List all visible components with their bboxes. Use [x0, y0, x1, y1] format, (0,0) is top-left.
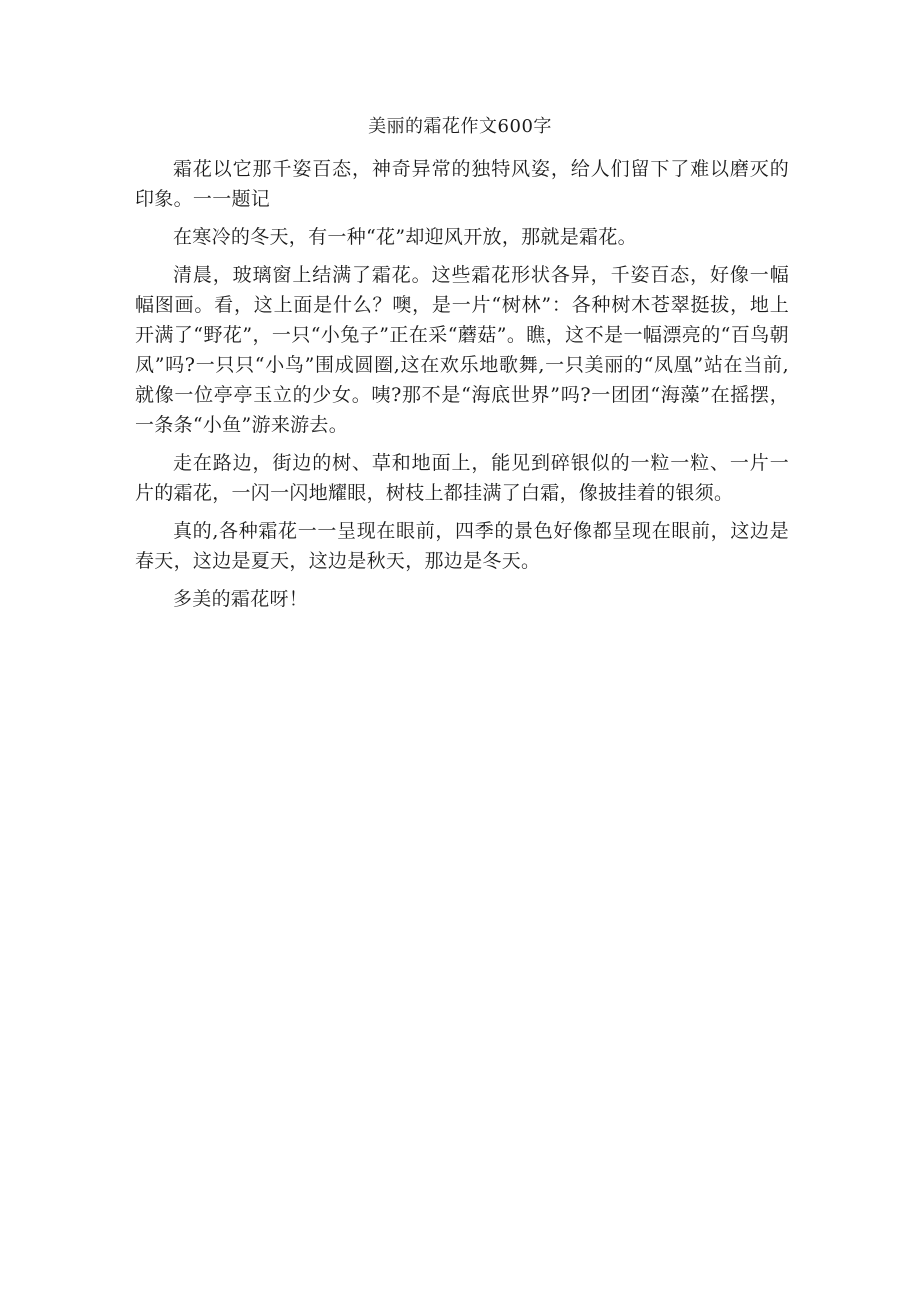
paragraph-epigraph: 霜花以它那千姿百态，神奇异常的独特风姿，给人们留下了难以磨灭的印象。一一题记: [135, 158, 789, 210]
paragraph-intro: 在寒冷的冬天，有一种“花”却迎风开放，那就是霜花。: [173, 226, 637, 248]
paragraph-roadside-frost: 走在路边，街边的树、草和地面上，能见到碎银似的一粒一粒、一片一片的霜花，一闪一闪地耀眼，树枝上都挂满了白霜，像披挂着的银须。: [135, 452, 789, 504]
document-title: 美丽的霜花作文600字: [368, 116, 552, 137]
paragraph-closing: 多美的霜花呀！: [173, 588, 309, 610]
document-body: [135, 154, 789, 622]
paragraph-window-frost: 清晨，玻璃窗上结满了霜花。这些霜花形状各异，千姿百态，好像一幅幅图画。看，这上面是什么？噢，是一片“树林”：各种树木苍翠挺拔，地上开满了“野花”，一只“小兔子”正在采“蘑菇”。瞧，这不是一幅漂亮的“百鸟朝凤”吗?一只只“小鸟”围成圆圈,这在欢乐地歌舞,一只美丽的“凤凰”站在当前,就像一位亭亭玉立的少女。咦?那不是“海底世界”吗?一团团“海藻”在摇摆，一条条“小鱼”游来游去。: [135, 264, 789, 436]
paragraph-seasons: 真的,各种霜花一一呈现在眼前，四季的景色好像都呈现在眼前，这边是春天，这边是夏天，这边是秋天，那边是冬天。: [135, 520, 789, 572]
